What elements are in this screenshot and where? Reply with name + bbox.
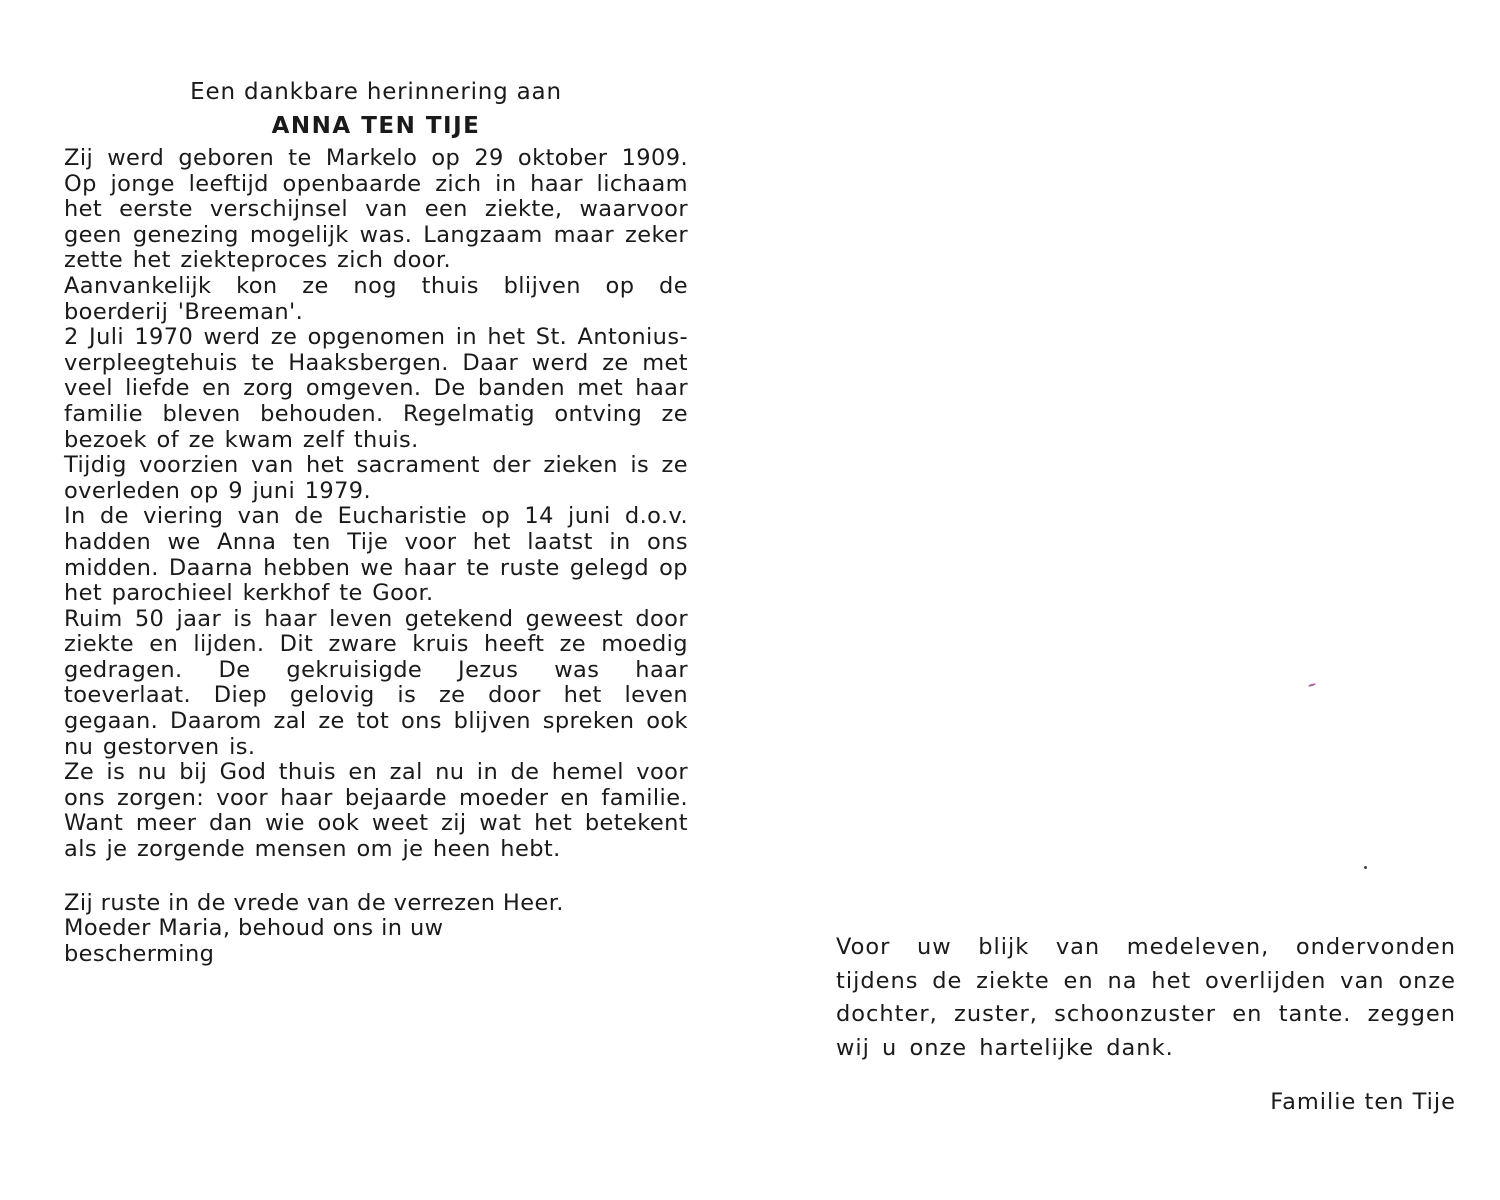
intro-line: Een dankbare herinnering aan <box>190 79 562 105</box>
paper-speck <box>1364 866 1367 869</box>
thank-you-text: Voor uw blijk van medeleven, ondervonden tijdens de ziekte en na het overlijden van onze dochter, zuster, schoonzuster en tante. zeggen wij u onze hartelijke dank. <box>836 934 1456 1061</box>
biography-paragraph: Ze is nu bij God thuis en zal nu in de hemel voor ons zorgen: voor haar bejaarde moeder en familie. Want meer dan wie ook weet zij wat het betekent als je zorgende mensen om je heen hebt. <box>64 759 688 863</box>
family-signature: Familie ten Tije <box>1270 1089 1456 1115</box>
closing-line: Zij ruste in de vrede van de verrezen Heer. <box>64 889 564 916</box>
closing-line: bescherming <box>64 940 215 967</box>
closing-prayer <box>64 891 688 968</box>
biography-paragraph: Tijdig voorzien van het sacrament der zieken is ze overleden op 9 juni 1979. <box>64 452 688 504</box>
biography-paragraph: Ruim 50 jaar is haar leven getekend geweest door ziekte en lijden. Dit zware kruis heeft ze moedig gedragen. De gekruisigde Jezus was haar toeverlaat. Diep gelovig is ze door het leven gegaan. Daarom zal ze tot ons blijven spreken ook nu gestorven is. <box>64 605 688 760</box>
biography-paragraph: In de viering van de Eucharistie op 14 juni d.o.v. hadden we Anna ten Tije voor het laatst in ons midden. Daarna hebben we haar te ruste gelegd op het parochieel kerkhof te Goor. <box>64 503 688 607</box>
biography <box>64 146 688 863</box>
biography-paragraph: Zij werd geboren te Markelo op 29 oktober 1909. Op jonge leeftijd openbaarde zich in haar lichaam het eerste verschijnsel van een ziekte, waarvoor geen genezing mogelijk was. Langzaam maar zeker zette het ziekteproces zich door. <box>64 145 688 274</box>
deceased-name: ANNA TEN TIJE <box>271 113 481 139</box>
closing-line: Moeder Maria, behoud ons in uw <box>64 915 444 942</box>
biography-paragraph: 2 Juli 1970 werd ze opgenomen in het St. Antonius-verpleegtehuis te Haaksbergen. Daar werd ze met veel liefde en zorg omgeven. De banden met haar familie bleven behouden. Regelmatig ontving ze bezoek of ze kwam zelf thuis. <box>64 324 688 453</box>
biography-paragraph: Aanvankelijk kon ze nog thuis blijven op de boerderij 'Breeman'. <box>64 272 688 325</box>
paper-speck <box>1308 683 1316 687</box>
memorial-text-panel <box>64 76 688 967</box>
thank-you-panel <box>836 931 1456 1117</box>
